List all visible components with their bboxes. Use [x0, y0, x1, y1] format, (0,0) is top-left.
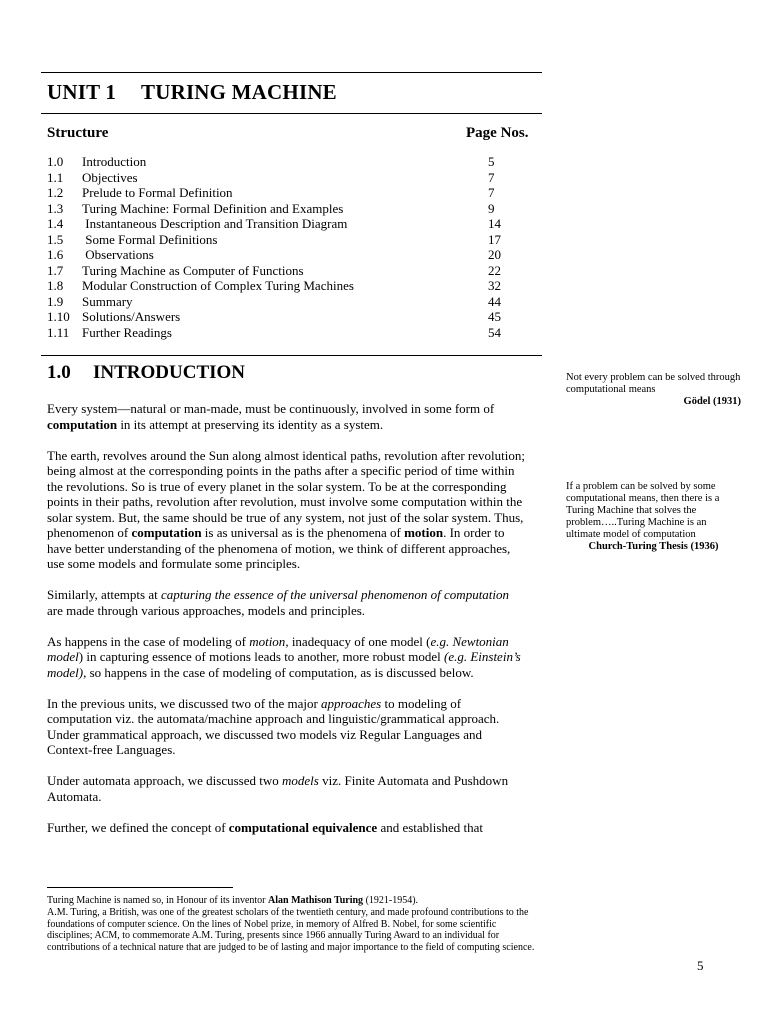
- toc-row[interactable]: 1.6 Observations 20: [47, 247, 501, 262]
- margin-note-text: Not every problem can be solved through computational means: [566, 372, 741, 395]
- paragraph: The earth, revolves around the Sun along almost identical paths, revolution after revolution; being almost at the corresponding points in the paths after a specific period of time within the revolutions. So is true of every planet in the solar system. To be at the corresponding points in their paths, revolution after revolution, must involve some computation within the solar system. But, the same should be true of any system, not just of the solar system. Thus, phenomenon of computation is as universal as is the phenomena of motion. In order to have better understanding of the phenomena of motion, we think of different approaches, use some models and formulate some principles.: [47, 447, 525, 571]
- top-rule: [41, 72, 542, 73]
- margin-note-text: If a problem can be solved by some computational means, then there is a Turing Machine that solves the problem…..Turing Machine is an ultimate model of computation: [566, 481, 720, 540]
- toc-row[interactable]: 1.0 Introduction 5: [47, 154, 495, 169]
- section-number: 1.0: [47, 362, 71, 383]
- toc-row[interactable]: 1.2 Prelude to Formal Definition 7: [47, 185, 495, 200]
- body-text: [47, 401, 527, 851]
- footnote: Turing Machine is named so, in Honour of its inventor Alan Mathison Turing (1921-1954). A.M. Turing, a British, was one of the greatest scholars of the twentieth century, and made profound contributions to the foundations of computer science. On the lines of Nobel prize, in memory of Alfred B. Nobel, for some scientific disciplines; ACM, to commemorate A.M. Turing, presents since 1966 annually Turing Award to an individual for contributions of a technical nature that are judged to be of lasting and major importance to the field of computing science.: [47, 895, 535, 954]
- unit-name: TURING MACHINE: [141, 80, 337, 104]
- table-of-contents: [47, 154, 517, 340]
- margin-note-attribution: Gödel (1931): [683, 396, 741, 407]
- section-title: [47, 362, 245, 384]
- paragraph: Under automata approach, we discussed two models viz. Finite Automata and Pushdown Automata.: [47, 773, 509, 804]
- structure-heading: Structure: [47, 125, 109, 141]
- paragraph: Further, we defined the concept of computational equivalence and established that: [47, 819, 483, 835]
- toc-row[interactable]: 1.4 Instantaneous Description and Transition Diagram 14: [47, 216, 501, 231]
- margin-note-church-turing: [566, 481, 741, 553]
- page-nos-heading: Page Nos.: [466, 125, 529, 141]
- toc-row[interactable]: 1.5 Some Formal Definitions 17: [47, 231, 501, 247]
- unit-number: UNIT 1: [47, 80, 117, 104]
- toc-row[interactable]: 1.11 Further Readings 54: [47, 324, 501, 340]
- page-number: 5: [697, 958, 704, 973]
- paragraph: In the previous units, we discussed two of the major approaches to modeling of computation viz. the automata/machine approach and linguistic/grammatical approach. Under grammatical approach, we discussed two models viz Regular Languages and Context-free Languages.: [47, 695, 500, 757]
- toc-row[interactable]: 1.1 Objectives 7: [47, 169, 495, 185]
- paragraph: As happens in the case of modeling of motion, inadequacy of one model (e.g. Newtonian model) in capturing essence of motions leads to another, more robust model (e.g. Einstein’s model), so happens in the case of modeling of computation, as is discussed below.: [47, 633, 521, 680]
- footnote-rule: [47, 887, 233, 888]
- paragraph: Similarly, attempts at capturing the essence of the universal phenomenon of computation are made through various approaches, models and principles.: [47, 587, 510, 618]
- title-bottom-rule: [41, 113, 542, 114]
- margin-note-attribution: Church-Turing Thesis (1936): [588, 541, 719, 552]
- toc-row[interactable]: 1.9 Summary 44: [47, 293, 501, 309]
- toc-row[interactable]: 1.7 Turing Machine as Computer of Functions 22: [47, 262, 501, 278]
- toc-row[interactable]: 1.8 Modular Construction of Complex Turing Machines 32: [47, 278, 501, 293]
- margin-note-godel: [566, 372, 741, 408]
- toc-row[interactable]: 1.10 Solutions/Answers 45: [47, 309, 501, 324]
- toc-row[interactable]: 1.3 Turing Machine: Formal Definition and Examples 9: [47, 200, 495, 216]
- paragraph: Every system—natural or man-made, must be continuously, involved in some form of computation in its attempt at preserving its identity as a system.: [47, 401, 495, 432]
- section-rule: [41, 355, 542, 356]
- section-name: INTRODUCTION: [93, 362, 246, 383]
- unit-title: [47, 80, 337, 105]
